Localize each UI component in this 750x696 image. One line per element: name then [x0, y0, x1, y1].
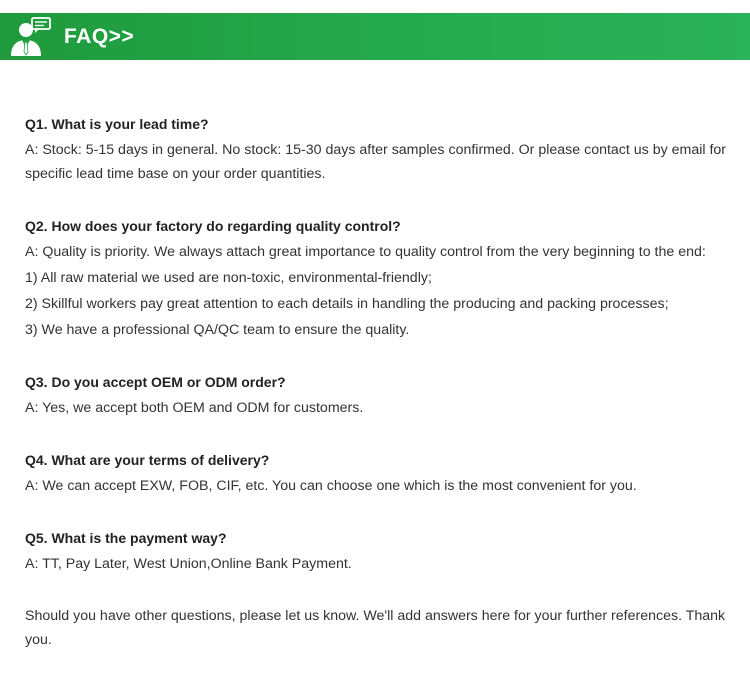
faq-question: Q1. What is your lead time?	[25, 116, 209, 132]
faq-item-2	[25, 214, 730, 342]
faq-answer: A: Stock: 5-15 days in general. No stock: 15-30 days after samples confirmed. Or please contact us by email for specific lead time base on your order quantities.	[25, 142, 727, 182]
faq-content	[25, 112, 730, 652]
closing-note: Should you have other questions, please let us know. We'll add answers here for your further references. Thank you.	[25, 608, 726, 648]
faq-banner	[0, 13, 750, 60]
faq-item-3	[25, 370, 730, 420]
faq-item-5	[25, 526, 730, 576]
faq-question: Q4. What are your terms of delivery?	[25, 452, 270, 468]
support-agent-icon	[8, 15, 52, 59]
faq-item-4	[25, 448, 730, 498]
faq-list-item: 3) We have a professional QA/QC team to ensure the quality.	[25, 322, 410, 338]
faq-answer: A: Quality is priority. We always attach great importance to quality control from the very beginning to the end:	[25, 244, 706, 260]
faq-item-1	[25, 112, 730, 186]
faq-question: Q2. How does your factory do regarding quality control?	[25, 218, 401, 234]
faq-answer: A: We can accept EXW, FOB, CIF, etc. You can choose one which is the most convenient for you.	[25, 478, 637, 494]
faq-question: Q3. Do you accept OEM or ODM order?	[25, 374, 286, 390]
faq-title: FAQ>>	[64, 25, 135, 48]
faq-answer: A: TT, Pay Later, West Union,Online Bank Payment.	[25, 556, 352, 572]
faq-question: Q5. What is the payment way?	[25, 530, 227, 546]
faq-answer: A: Yes, we accept both OEM and ODM for customers.	[25, 400, 364, 416]
faq-list-item: 1) All raw material we used are non-toxic, environmental-friendly;	[25, 270, 432, 286]
faq-list-item: 2) Skillful workers pay great attention to each details in handling the producing and packing processes;	[25, 296, 669, 312]
